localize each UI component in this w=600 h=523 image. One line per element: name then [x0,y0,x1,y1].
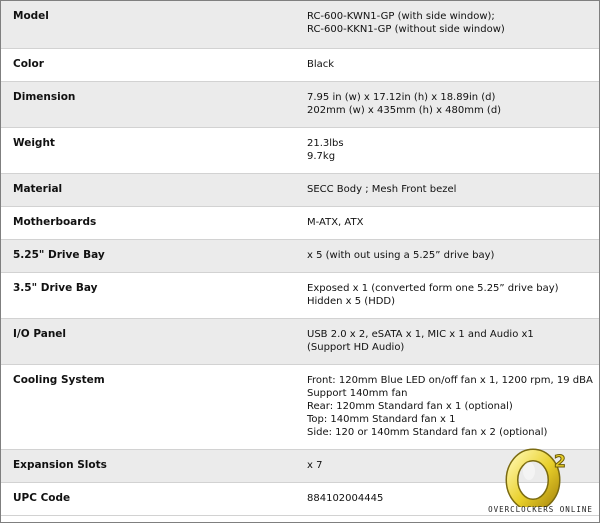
spec-value [307,81,599,127]
spec-value [307,1,599,48]
o2-logo-icon [483,447,598,507]
spec-value-line: 21.3lbs [307,137,344,149]
spec-row [1,173,599,206]
spec-value-line: RC-600-KKN1-GP (without side window) [307,24,505,35]
spec-value-line: Exposed x 1 (converted form one 5.25” drive bay) [307,282,559,294]
spec-value [307,272,599,318]
spec-value-line: x 5 (with out using a 5.25” drive bay) [307,249,495,261]
svg-text:2: 2 [554,452,566,472]
spec-label: 3.5" Drive Bay [1,272,307,318]
spec-row [1,364,599,449]
spec-row [1,239,599,272]
spec-value-line: Black [307,58,335,70]
spec-value-line: (Support HD Audio) [307,341,405,353]
spec-label: Cooling System [1,364,307,449]
spec-row [1,81,599,127]
spec-value-line: SECC Body ; Mesh Front bezel [307,183,457,195]
spec-value-line: x 7 [307,459,323,471]
spec-value-line: Support 140mm fan [307,387,408,399]
spec-value [307,318,599,364]
spec-value [307,127,599,173]
spec-label: UPC Code [1,482,307,515]
spec-value-line: M-ATX, ATX [307,216,364,228]
spec-value-line: Rear: 120mm Standard fan x 1 (optional) [307,400,513,412]
spec-value [307,364,599,449]
spec-label: Material [1,173,307,206]
spec-label: Color [1,48,307,81]
spec-value [307,239,599,272]
spec-value-line: 884102004445 [307,492,384,504]
spec-value-line: RC-600-KWN1-GP (with side window); [307,11,495,22]
specifications-table [1,1,599,516]
spec-value-line: 202mm (w) x 435mm (h) x 480mm (d) [307,104,502,116]
spec-label: 5.25" Drive Bay [1,239,307,272]
overclockers-online-logo [483,447,598,521]
spec-label: Dimension [1,81,307,127]
spec-value-line: 9.7kg [307,150,336,162]
spec-value-line: Front: 120mm Blue LED on/off fan x 1, 1200 rpm, 19 dBA [307,374,593,386]
spec-row [1,1,599,48]
spec-value-line: 7.95 in (w) x 17.12in (h) x 18.89in (d) [307,91,496,103]
spec-row [1,318,599,364]
spec-label: Motherboards [1,206,307,239]
spec-value-line: Hidden x 5 (HDD) [307,295,396,307]
spec-row [1,48,599,81]
spec-value-line: Top: 140mm Standard fan x 1 [307,413,456,425]
spec-label: I/O Panel [1,318,307,364]
watermark-text: OVERCLOCKERS ONLINE [488,505,593,514]
spec-value-line: USB 2.0 x 2, eSATA x 1, MIC x 1 and Audio x1 [307,328,534,340]
spec-row [1,127,599,173]
spec-row [1,206,599,239]
spec-value [307,48,599,81]
spec-value [307,173,599,206]
spec-value [307,206,599,239]
spec-value-line: Side: 120 or 140mm Standard fan x 2 (optional) [307,426,548,438]
spec-label: Expansion Slots [1,449,307,482]
spec-label: Weight [1,127,307,173]
spec-label: Model [1,1,307,48]
spec-row [1,272,599,318]
